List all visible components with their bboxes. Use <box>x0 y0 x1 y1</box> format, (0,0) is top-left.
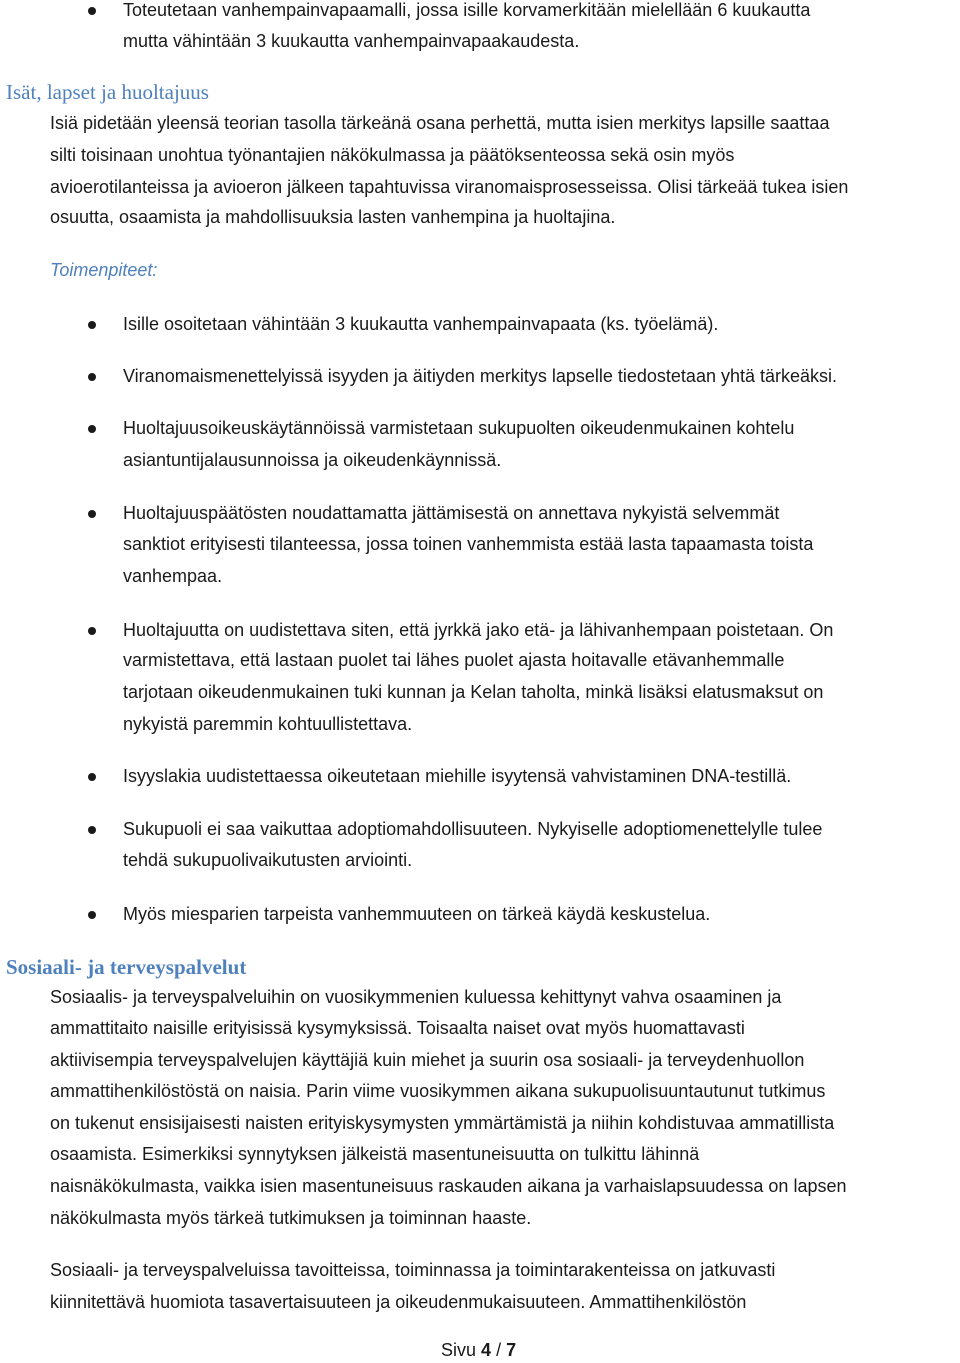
paragraph-line: ammattitaito naisille erityisissä kysymyksissä. Toisaalta naiset ovat myös huomattavasti <box>50 1018 745 1038</box>
bullet-line: tehdä sukupuolivaikutusten arviointi. <box>123 850 413 870</box>
paragraph-line: ammattihenkilöstöstä on naisia. Parin viime vuosikymmen aikana sukupuolisuuntautunut tutkimus <box>50 1081 826 1101</box>
bullet-line: Viranomaismenettelyissä isyyden ja äitiyden merkitys lapselle tiedostetaan yhtä tärkeäksi. <box>123 366 838 386</box>
page-number-prefix: Sivu <box>441 1340 477 1360</box>
body-line: mutta vähintään 3 kuukautta vanhempainvapaakaudesta. <box>123 31 580 51</box>
bullet-line: tarjotaan oikeudenmukainen tuki kunnan ja Kelan taholta, minkä lisäksi elatusmaksut on <box>123 682 824 702</box>
bullet-line: vanhempaa. <box>123 566 223 586</box>
bullet-line: Huoltajuusoikeuskäytännöissä varmistetaan sukupuolten oikeudenmukainen kohtelu <box>123 418 795 438</box>
bullet-line: sanktiot erityisesti tilanteessa, jossa toinen vanhemmista estää lasta tapaamasta toista <box>123 534 814 554</box>
bullet-line: nykyistä paremmin kohtuullistettava. <box>123 714 413 734</box>
paragraph-line: aktiivisempia terveyspalvelujen käyttäjiä kuin miehet ja suurin osa sosiaali- ja terveydenhuollon <box>50 1050 805 1070</box>
paragraph-line: Sosiaalis- ja terveyspalveluihin on vuosikymmenien kuluessa kehittynyt vahva osaaminen ja <box>50 987 782 1007</box>
bullet-dot <box>88 373 96 381</box>
paragraph-line: osuutta, osaamista ja mahdollisuuksia lasten vanhempina ja huoltajina. <box>50 207 616 227</box>
body-line: Toteutetaan vanhempainvapaamalli, jossa isille korvamerkitään mielellään 6 kuukautta <box>123 0 811 20</box>
paragraph-line: silti toisinaan unohtua työnantajien näkökulmassa ja päätöksenteossa sekä osin myös <box>50 145 735 165</box>
bullet-line: Sukupuoli ei saa vaikuttaa adoptiomahdollisuuteen. Nykyiselle adoptiomenettelylle tulee <box>123 819 823 839</box>
bullet-dot <box>88 7 96 15</box>
page-number <box>441 1338 516 1362</box>
paragraph-line: näkökulmasta myös tärkeä tutkimuksen ja toiminnan haaste. <box>50 1208 532 1228</box>
paragraph-line: naisnäkökulmasta, vaikka isien masentuneisuus raskauden aikana ja varhaislapsuudessa on lapsen <box>50 1176 847 1196</box>
paragraph-line: osaamista. Esimerkiksi synnytyksen jälkeistä masentuneisuutta on tulkittu lähinnä <box>50 1144 700 1164</box>
bullet-dot <box>88 911 96 919</box>
bullet-dot <box>88 425 96 433</box>
paragraph-line: avioerotilanteissa ja avioeron jälkeen tapahtuvissa viranomaisprosesseissa. Olisi tärkeää tukea isien <box>50 177 849 197</box>
bullet-line: asiantuntijalausunnoissa ja oikeudenkäynnissä. <box>123 450 502 470</box>
section-heading-social-health: Sosiaali- ja terveyspalvelut <box>6 955 247 979</box>
bullet-dot <box>88 321 96 329</box>
paragraph-line: kiinnitettävä huomiota tasavertaisuuteen ja oikeudenmukaisuuteen. Ammattihenkilöstön <box>50 1292 747 1312</box>
bullet-line: Isille osoitetaan vähintään 3 kuukautta vanhempainvapaata (ks. työelämä). <box>123 314 719 334</box>
page-number-separator: / <box>496 1340 502 1360</box>
paragraph-line: Isiä pidetään yleensä teorian tasolla tärkeänä osana perhettä, mutta isien merkitys lapsille saattaa <box>50 113 830 133</box>
page-number-total: 7 <box>506 1340 517 1360</box>
bullet-dot <box>88 773 96 781</box>
bullet-dot <box>88 826 96 834</box>
bullet-dot <box>88 627 96 635</box>
measures-subheading: Toimenpiteet: <box>50 260 158 280</box>
bullet-line: Huoltajuutta on uudistettava siten, että jyrkkä jako etä- ja lähivanhempaan poistetaan. On <box>123 620 834 640</box>
bullet-line: Isyyslakia uudistettaessa oikeutetaan miehille isyytensä vahvistaminen DNA-testillä. <box>123 766 792 786</box>
section-heading-fathers: Isät, lapset ja huoltajuus <box>6 80 209 104</box>
bullet-dot <box>88 510 96 518</box>
paragraph-line: on tukenut ensisijaisesti naisten erityiskysymysten ymmärtämistä ja niihin kohdistuvaa ammatillista <box>50 1113 835 1133</box>
bullet-line: Huoltajuuspäätösten noudattamatta jättämisestä on annettava nykyistä selvemmät <box>123 503 780 523</box>
bullet-line: Myös miesparien tarpeista vanhemmuuteen on tärkeä käydä keskustelua. <box>123 904 711 924</box>
page-number-current: 4 <box>481 1340 492 1360</box>
paragraph-line: Sosiaali- ja terveyspalveluissa tavoitteissa, toiminnassa ja toimintarakenteissa on jatkuvasti <box>50 1260 776 1280</box>
bullet-line: varmistettava, että lastaan puolet tai lähes puolet ajasta hoitavalle etävanhemmalle <box>123 650 785 670</box>
